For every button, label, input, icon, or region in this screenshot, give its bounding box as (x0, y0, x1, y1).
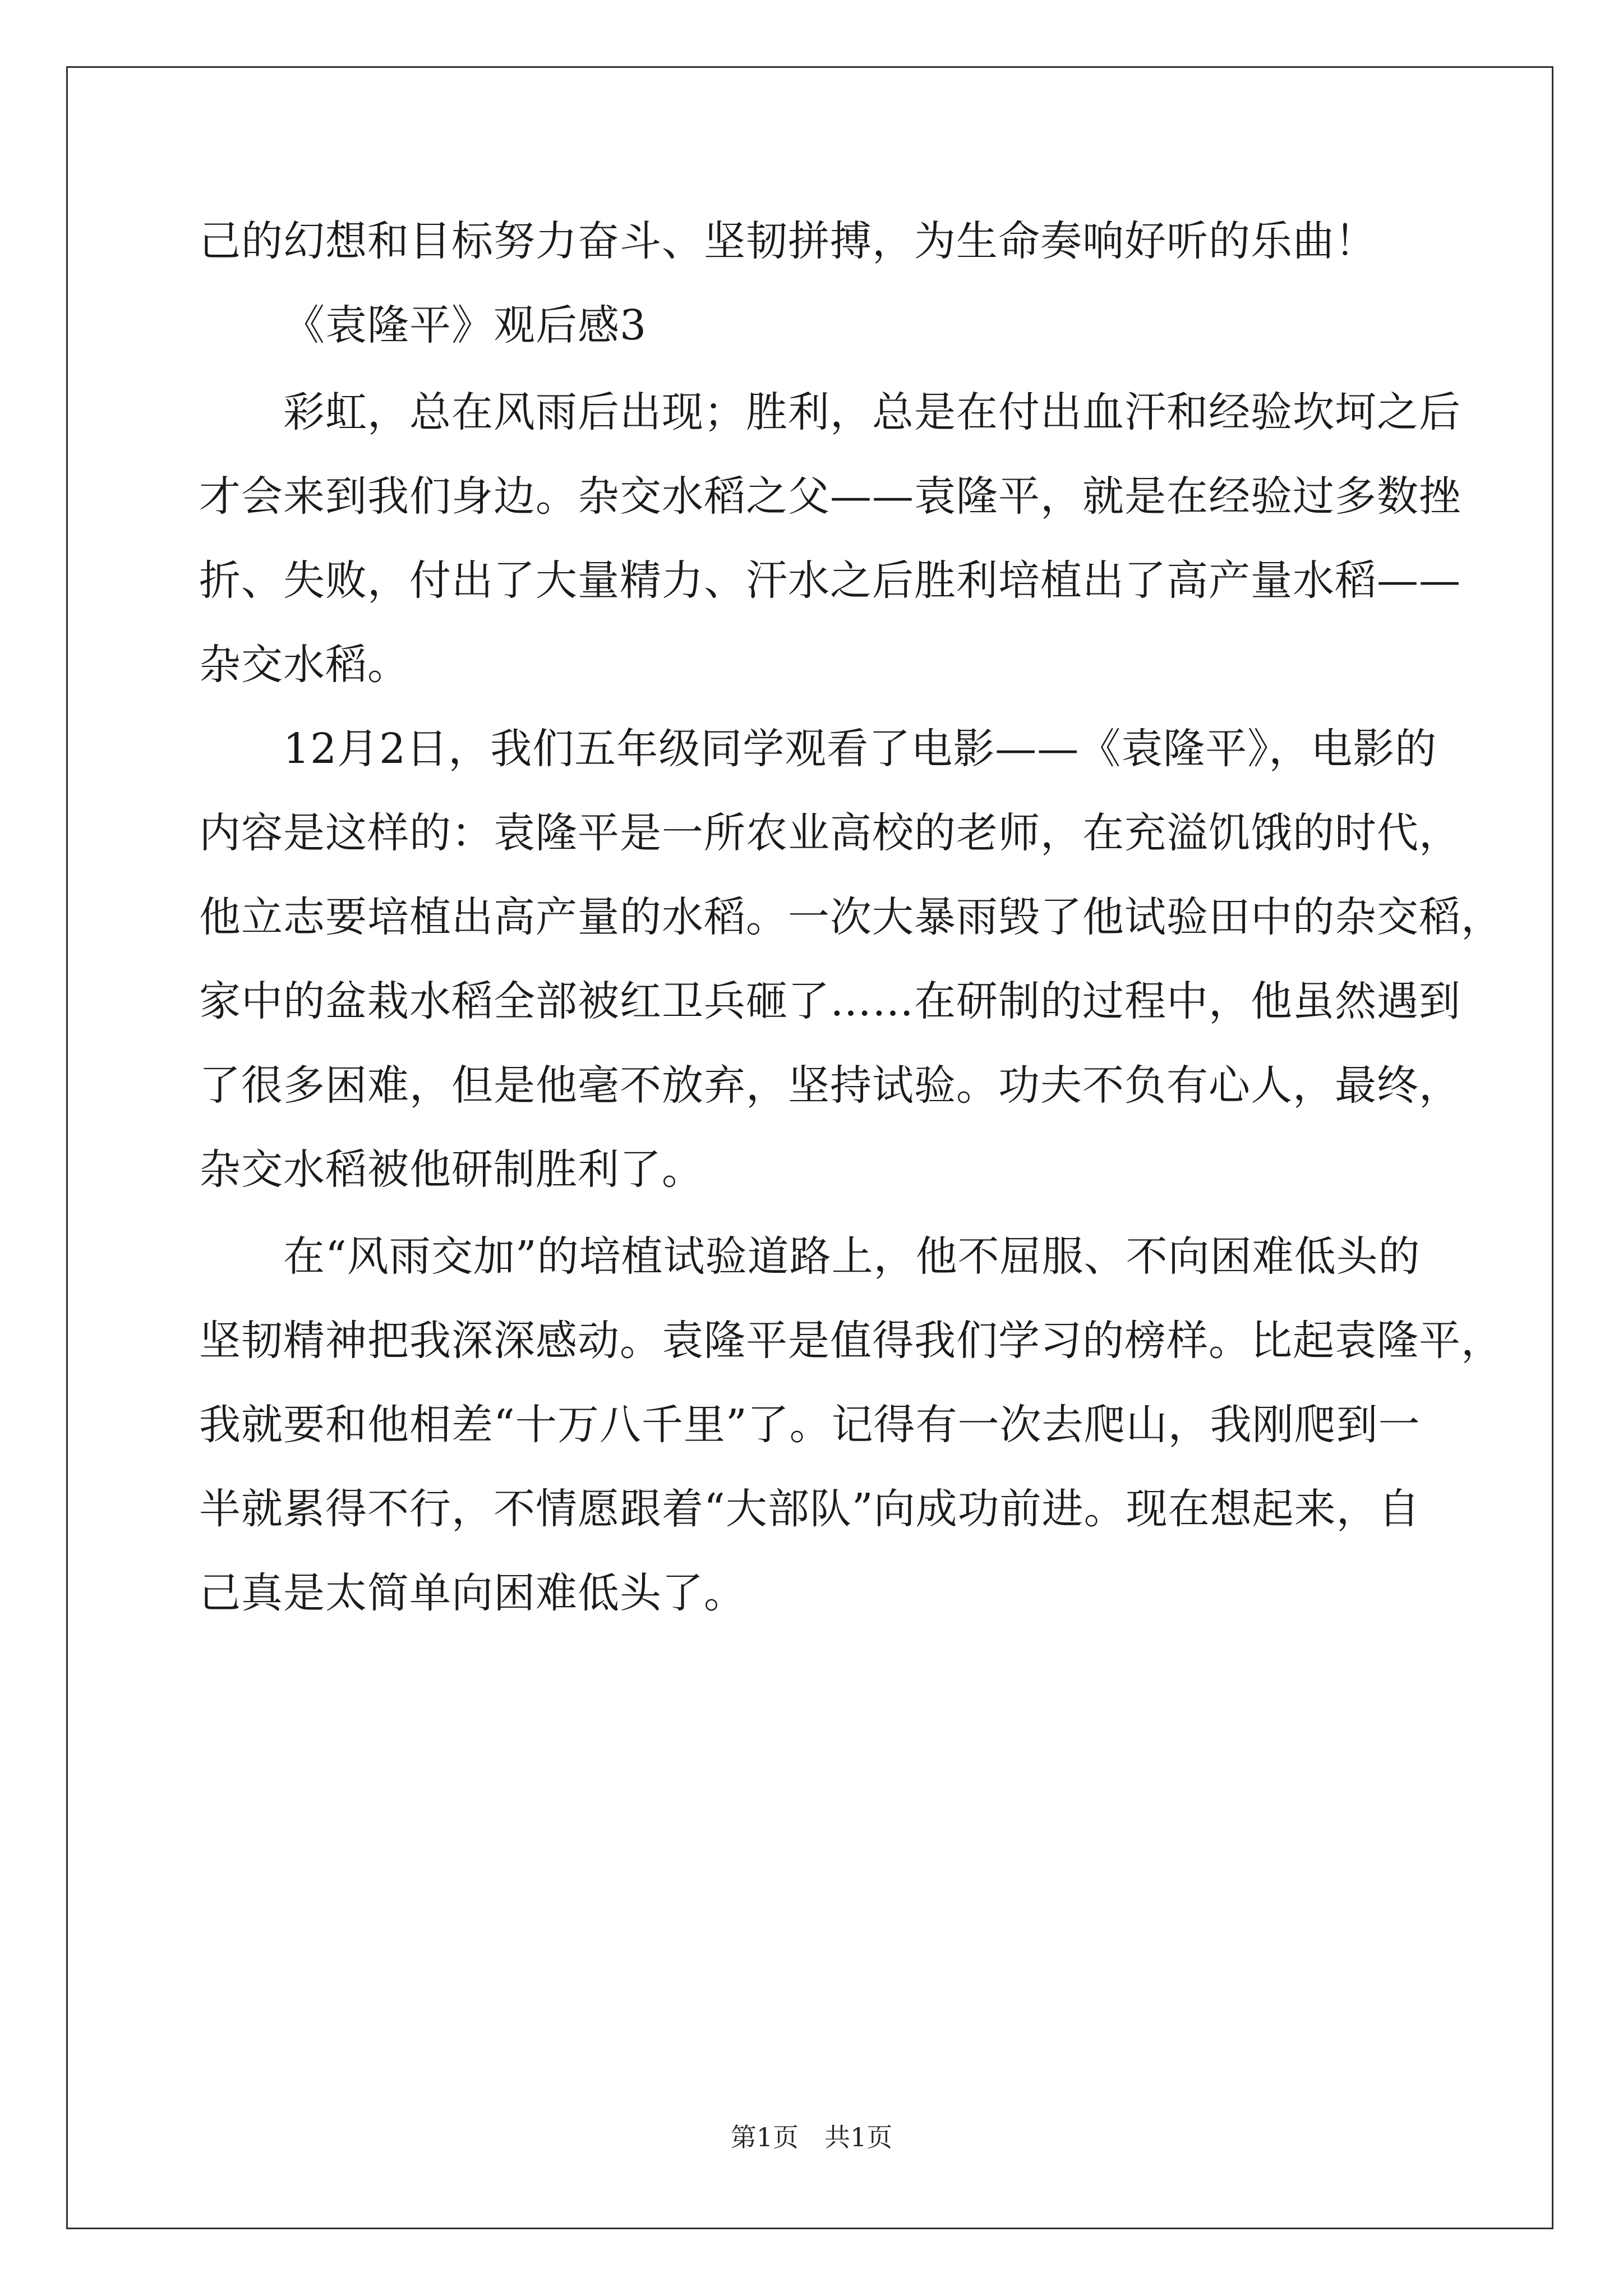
text-line: 12月2日，我们五年级同学观看了电影——《袁隆平》，电影的 (283, 725, 1437, 773)
text-line: 己的幻想和目标努力奋斗、坚韧拼搏，为生命奏响好听的乐曲！ (199, 217, 1377, 265)
text-line: 内容是这样的：袁隆平是一所农业高校的老师，在充溢饥饿的时代， (199, 809, 1461, 857)
text-line: 坚韧精神把我深深感动。袁隆平是值得我们学习的榜样。比起袁隆平， (199, 1317, 1503, 1365)
text-line: 杂交水稻被他研制胜利了。 (199, 1145, 704, 1194)
text-line: 了很多困难，但是他毫不放弃，坚持试验。功夫不负有心人，最终， (199, 1061, 1461, 1110)
text-line: 家中的盆栽水稻全部被红卫兵砸了……在研制的过程中，他虽然遇到 (199, 977, 1461, 1025)
text-line: 彩虹，总在风雨后出现；胜利，总是在付出血汗和经验坎坷之后 (283, 388, 1461, 436)
page-number: 第1页 共1页 (730, 2122, 893, 2152)
text-line: 他立志要培植出高产量的水稻。一次大暴雨毁了他试验田中的杂交稻， (199, 893, 1503, 941)
section-title: 《袁隆平》观后感3 (283, 301, 647, 349)
text-line: 己真是太简单向困难低头了。 (199, 1569, 746, 1617)
text-line: 在“风雨交加”的培植试验道路上，他不屈服、不向困难低头的 (283, 1232, 1421, 1281)
text-line: 半就累得不行，不情愿跟着“大部队”向成功前进。现在想起来，自 (199, 1485, 1421, 1533)
text-line: 我就要和他相差“十万八千里”了。记得有一次去爬山，我刚爬到一 (199, 1401, 1421, 1449)
text-line: 杂交水稻。 (199, 641, 409, 689)
text-line: 折、失败，付出了大量精力、汗水之后胜利培植出了高产量水稻—— (199, 556, 1461, 605)
text-line: 才会来到我们身边。杂交水稻之父——袁隆平，就是在经验过多数挫 (199, 472, 1461, 521)
